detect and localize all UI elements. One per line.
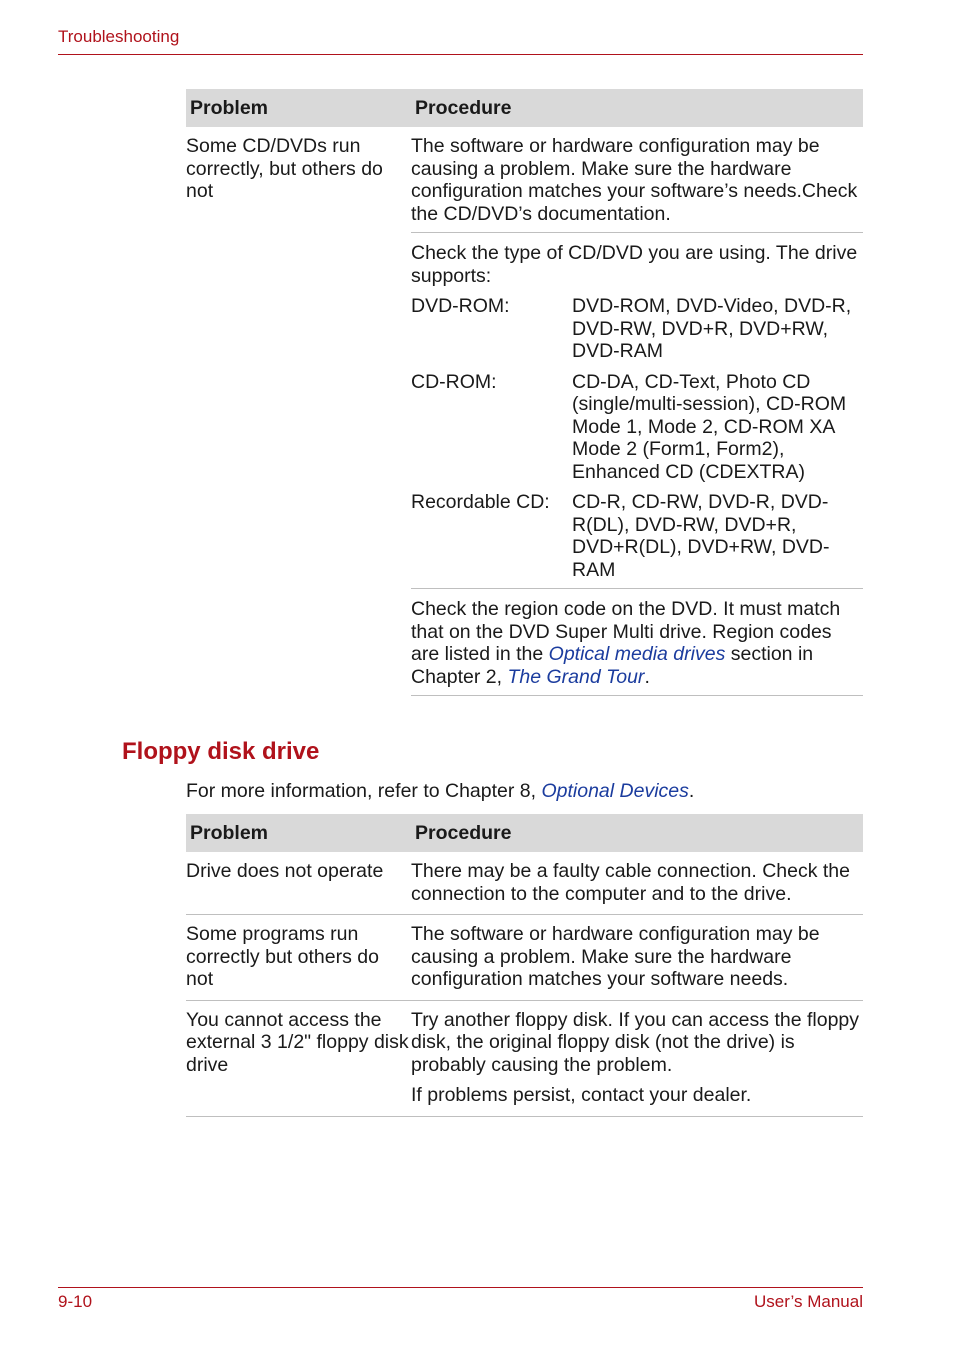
supports-intro: Check the type of CD/DVD you are using. The drive supports: [411,242,858,287]
problem-cell: Some CD/DVDs run correctly, but others do not [186,135,383,202]
section-heading: Floppy disk drive [122,738,320,765]
region-text: section in Chapter 2, [411,643,814,688]
intro-text: . [688,780,695,802]
procedure-paragraph: Try another floppy disk. If you can access the floppy disk, the original floppy disk (not the drive) is probably causing the problem. [411,1008,860,1076]
problem-cell: Drive does not operate [186,860,384,882]
link-optical-media-drives[interactable]: Optical media drives [548,643,726,665]
table-row [186,852,863,915]
procedure-cell: The software or hardware configuration may be causing a problem. Make sure the hardware configuration matches your software needs. [411,923,820,990]
support-label: CD-ROM: [411,370,497,393]
procedure-paragraph: If problems persist, contact your dealer. [411,1084,752,1106]
link-the-grand-tour[interactable]: The Grand Tour [507,665,645,688]
table-header [186,814,863,852]
procedure-cell [411,1001,863,1116]
manual-title: User’s Manual [754,1292,863,1311]
procedure-cell [411,127,863,696]
page-number: 9-10 [58,1292,93,1311]
column-header-procedure: Procedure [415,96,512,119]
procedure-paragraph [411,233,863,589]
procedure-paragraph: The software or hardware configuration may be causing a problem. Make sure the hardware configuration matches your software’s needs.Check the CD/DVD’s documentation. [411,127,863,233]
footer-rule [58,1287,863,1288]
support-label: DVD-ROM: [411,295,510,317]
procedure-paragraph [411,589,863,696]
table-row [186,915,863,1001]
support-value: CD-DA, CD-Text, Photo CD (single/multi-session), CD-ROM Mode 1, Mode 2, CD-ROM XA Mode 2 (Form1, Form2), Enhanced CD (CDEXTRA) [572,370,847,483]
table-row [186,127,863,696]
table-header [186,89,863,127]
supported-media-list [411,295,863,581]
intro-text: For more information, refer to Chapter 8, [186,780,542,802]
support-value: DVD-ROM, DVD-Video, DVD-R, DVD-RW, DVD+R, DVD+RW, DVD-RAM [572,295,852,362]
problem-cell: You cannot access the external 3 1/2" floppy disk drive [186,1008,409,1076]
support-label: Recordable CD: [411,491,550,513]
column-header-problem: Problem [190,96,269,119]
link-optional-devices[interactable]: Optional Devices [541,780,689,802]
column-header-problem: Problem [190,821,269,844]
procedure-cell: There may be a faulty cable connection. Check the connection to the computer and to the drive. [411,860,850,905]
header-rule [58,54,863,55]
table-row [186,1001,863,1117]
region-text: . [644,665,650,688]
cd-dvd-table [186,89,863,696]
running-header: Troubleshooting [58,27,180,46]
section-intro [186,780,694,803]
region-text: Check the region code on the DVD. It must match that on the DVD Super Multi drive. Region codes are listed in the [411,598,841,665]
floppy-table [186,814,863,1117]
support-value: CD-R, CD-RW, DVD-R, DVD-R(DL), DVD-RW, DVD+R, DVD+R(DL), DVD+RW, DVD-RAM [572,491,830,581]
problem-cell: Some programs run correctly but others do not [186,923,379,990]
column-header-procedure: Procedure [415,821,512,844]
